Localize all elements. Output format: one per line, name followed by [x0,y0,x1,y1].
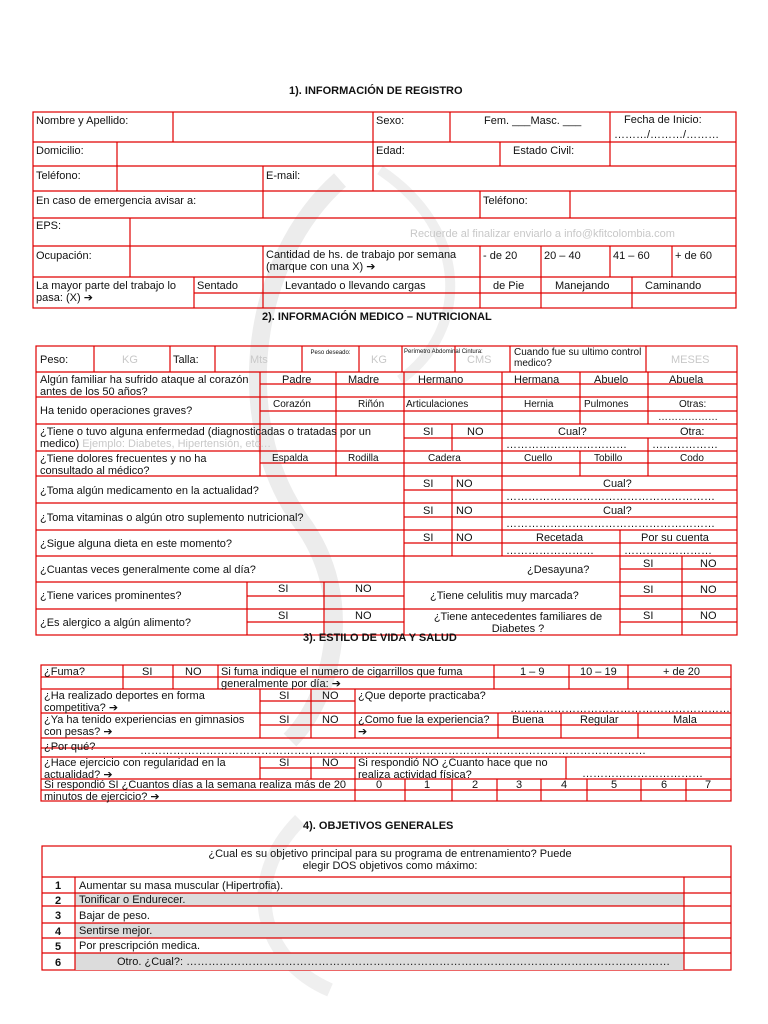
dias-0[interactable]: 0 [376,779,383,791]
option-padre[interactable]: Padre [282,374,312,386]
deportes-si[interactable]: SI [279,690,290,702]
q-dolores: ¿Tiene dolores frecuentes y no ha consultado al médico? [40,453,207,477]
option-hernia[interactable]: Hernia [524,399,554,410]
objetivo-num: 1 [55,880,62,892]
label-peso-deseado: Peso deseado: [310,350,351,356]
q-como-fue: ¿Como fue la experiencia? ➔ [358,714,490,738]
ejemplo-text: Ejemplo: Diabetes, Hipertensión, etc… [82,438,272,450]
label-cuando-medico: Cuando fue su ultimo control medico? [514,347,642,369]
dieta-por-su-cuenta[interactable]: Por su cuenta [641,532,709,544]
ejercicio-no[interactable]: NO [322,757,339,769]
option-1-9[interactable]: 1 – 9 [520,666,545,678]
q-que-deporte: ¿Que deporte practicaba? [358,690,486,702]
otras-blank[interactable]: ……………… [658,412,718,423]
q-veces-come: ¿Cuantas veces generalmente come al día? [40,564,256,576]
q-respondio-si: Si respondió SI ¿Cuantos días a la semana realiza más de 20 minutos de ejercicio? ➔ [44,779,347,803]
option-corazon[interactable]: Corazón [273,399,311,410]
q-alergico: ¿Es alergico a algún alimento? [40,617,192,629]
arrow-icon: ➔ [150,791,160,803]
enfermedad-otra: Otra: [680,426,705,438]
dieta-si[interactable]: SI [423,532,434,544]
label-talla: Talla: [173,354,199,366]
varices-no[interactable]: NO [355,583,372,595]
option-abuelo[interactable]: Abuelo [594,374,629,386]
objetivo-num: 3 [55,910,62,922]
enfermedad-otra-blank[interactable]: ……………… [652,439,718,451]
respondio-no-blank[interactable]: …………………………… [582,768,703,780]
enfermedad-cual: Cual? [558,426,587,438]
option-rodilla[interactable]: Rodilla [348,453,379,464]
q-familiar-ataque: Algún familiar ha sufrido ataque al corazón antes de los 50 años? [40,374,249,398]
diabetes-si[interactable]: SI [643,610,654,622]
label-mayor-parte: La mayor parte del trabajo lo pasa: (X) ➔ [36,280,177,304]
option-10-19[interactable]: 10 – 19 [580,666,617,678]
q-deportes: ¿Ha realizado deportes en forma competitiva? ➔ [44,690,205,714]
option-mala[interactable]: Mala [673,714,697,726]
por-que-blank[interactable]: ………………………………………………………………………………………………………………………… [140,745,646,757]
dias-3[interactable]: 3 [516,779,523,791]
q-gimnasios: ¿Ya ha tenido experiencias en gimnasios con pesas? ➔ [44,714,245,738]
label-emergencia: En caso de emergencia avisar a: [36,195,197,207]
alergico-no[interactable]: NO [355,610,372,622]
ejercicio-si[interactable]: SI [279,757,290,769]
option-codo[interactable]: Codo [680,453,704,464]
arrow-icon: ➔ [103,769,113,781]
medicamento-cual: Cual? [603,478,632,490]
enfermedad-cual-blank[interactable]: …………………………… [506,439,627,451]
dias-5[interactable]: 5 [611,779,618,791]
option-caminando[interactable]: Caminando [645,280,702,292]
option-regular[interactable]: Regular [580,714,619,726]
option-cadera[interactable]: Cadera [428,453,461,464]
option-rinon[interactable]: Riñón [358,399,385,410]
vitaminas-si[interactable]: SI [423,505,434,517]
dieta-recetada[interactable]: Recetada [536,532,584,544]
label-domicilio: Domicilio: [36,145,84,157]
dias-1[interactable]: 1 [424,779,431,791]
option-hermano[interactable]: Hermano [418,374,464,386]
q-si-fuma: Si fuma indique el numero de cigarrillos que fuma generalmente por día: ➔ [221,666,463,690]
desayuna-si[interactable]: SI [643,558,654,570]
unit-mts: Mts [250,354,268,366]
objetivo-label[interactable]: Aumentar su masa muscular (Hipertrofia). [79,880,284,892]
medicamento-si[interactable]: SI [423,478,434,490]
option-madre[interactable]: Madre [348,374,380,386]
option-menos-20[interactable]: - de 20 [483,250,518,262]
label-telefono-emergencia: Teléfono: [483,195,528,207]
option-cuello[interactable]: Cuello [524,453,553,464]
objetivo-label[interactable]: Otro. ¿Cual?: …………………………………………………………………………………………………………………… [117,956,671,968]
arrow-icon: ➔ [366,261,376,273]
q-diabetes: ¿Tiene antecedentes familiares de Diabetes ? [433,611,603,635]
arrow-icon: ➔ [103,726,113,738]
section-title-medico: 2). INFORMACIÓN MEDICO – NUTRICIONAL [262,311,492,323]
q-respondio-no: Si respondió NO ¿Cuanto hace que no realiza actividad física? [358,757,548,781]
option-manejando[interactable]: Manejando [555,280,610,292]
option-articulaciones[interactable]: Articulaciones [406,399,469,410]
dieta-cuenta-blank[interactable]: …………………… [624,545,712,557]
label-cantidad-hs: Cantidad de hs. de trabajo por semana (marque con una X) ➔ [266,249,457,273]
option-otras[interactable]: Otras: [679,399,707,410]
arrow-icon: ➔ [331,678,341,690]
dieta-no[interactable]: NO [456,532,473,544]
vitaminas-no[interactable]: NO [456,505,473,517]
objetivo-num: 4 [55,926,62,938]
vitaminas-cual: Cual? [603,505,632,517]
objetivos-pregunta: ¿Cual es su objetivo principal para su programa de entrenamiento? Puede elegir DOS objetivos como máximo: [208,848,572,872]
option-20-40[interactable]: 20 – 40 [544,250,581,262]
option-levantado[interactable]: Levantado o llevando cargas [285,280,426,292]
q-desayuna: ¿Desayuna? [527,564,590,576]
deportes-no[interactable]: NO [322,690,339,702]
arrow-icon: ➔ [83,292,93,304]
label-perimetro: Perímetro Abdominal Cintura: [404,349,483,355]
enfermedad-si[interactable]: SI [423,426,434,438]
alergico-si[interactable]: SI [278,610,289,622]
objetivo-label[interactable]: Bajar de peso. [79,910,150,922]
objetivo-label[interactable]: Por prescripción medica. [79,940,201,952]
fecha-inicio-blank[interactable]: ………/………/……… [614,129,720,141]
q-vitaminas: ¿Toma vitaminas o algún otro suplemento nutricional? [40,512,304,524]
option-tobillo[interactable]: Tobillo [594,453,623,464]
unit-kg: KG [122,354,138,366]
option-espalda[interactable]: Espalda [272,453,309,464]
recuerde-note: Recuerde al finalizar enviarlo a info@kfitcolombia.com [410,228,675,240]
q-por-que: ¿Por qué? [44,741,96,753]
arrow-icon: ➔ [358,726,368,738]
label-edad: Edad: [376,145,405,157]
vitaminas-cual-blank[interactable]: ………………………………………………… [506,518,715,530]
q-medicamento: ¿Toma algún medicamento en la actualidad? [40,485,259,497]
fuma-si[interactable]: SI [142,666,153,678]
section-title-registro: 1). INFORMACIÓN DE REGISTRO [289,85,463,97]
enfermedad-no[interactable]: NO [467,426,484,438]
celulitis-no[interactable]: NO [700,584,717,596]
q-enfermedad: ¿Tiene o tuvo alguna enfermedad (diagnosticadas o tratadas por un medico) Ejemplo: Diabetes, Hipertensión, etc… [40,426,372,450]
label-email: E-mail: [266,170,301,182]
option-hermana[interactable]: Hermana [514,374,560,386]
option-mas-20[interactable]: + de 20 [663,666,701,678]
objetivo-label[interactable]: Sentirse mejor. [79,925,153,937]
label-peso: Peso: [40,354,69,366]
celulitis-si[interactable]: SI [643,584,654,596]
arrow-icon: ➔ [108,702,119,714]
gimnasios-si[interactable]: SI [279,714,290,726]
q-celulitis: ¿Tiene celulitis muy marcada? [430,590,579,602]
q-varices: ¿Tiene varices prominentes? [40,590,182,602]
dias-6[interactable]: 6 [661,779,668,791]
dias-7[interactable]: 7 [705,779,712,791]
section-title-estilo: 3). ESTILO DE VIDA Y SALUD [303,632,457,644]
q-dieta: ¿Sigue alguna dieta en este momento? [40,538,233,550]
label-sexo: Sexo: [376,115,405,127]
label-eps: EPS: [36,220,62,232]
objetivo-num: 6 [55,957,62,969]
dias-2[interactable]: 2 [472,779,479,791]
option-pulmones[interactable]: Pulmones [584,399,629,410]
q-fuma: ¿Fuma? [44,666,85,678]
label-telefono: Teléfono: [36,170,81,182]
unit-cms: CMS [467,354,492,366]
diabetes-no[interactable]: NO [700,610,717,622]
unit-meses: MESES [671,354,710,366]
label-nombre: Nombre y Apellido: [36,115,129,127]
option-abuela[interactable]: Abuela [669,374,704,386]
q-operaciones: Ha tenido operaciones graves? [40,405,193,417]
option-sentado[interactable]: Sentado [197,280,238,292]
section-title-objetivos: 4). OBJETIVOS GENERALES [303,820,454,832]
gimnasios-no[interactable]: NO [322,714,339,726]
option-buena[interactable]: Buena [512,714,544,726]
medicamento-cual-blank[interactable]: ………………………………………………… [506,491,715,503]
dias-4[interactable]: 4 [561,779,568,791]
option-mas-60[interactable]: + de 60 [675,250,713,262]
label-fecha-inicio: Fecha de Inicio: [624,114,702,126]
label-ocupacion: Ocupación: [36,250,92,262]
dieta-recetada-blank[interactable]: …………………… [506,545,594,557]
deporte-blank[interactable]: …………………………………………………… [510,703,730,715]
fuma-no[interactable]: NO [185,666,202,678]
unit-kg-deseado: KG [371,354,387,366]
desayuna-no[interactable]: NO [700,558,717,570]
option-41-60[interactable]: 41 – 60 [613,250,650,262]
option-de-pie[interactable]: de Pie [493,280,525,292]
q-ejercicio: ¿Hace ejercicio con regularidad en la actualidad? ➔ [44,757,226,781]
varices-si[interactable]: SI [278,583,289,595]
label-fem-masc[interactable]: Fem. ___Masc. ___ [484,115,582,127]
objetivo-label[interactable]: Tonificar o Endurecer. [79,894,186,906]
label-estado-civil: Estado Civil: [513,145,575,157]
objetivo-num: 2 [55,895,62,907]
medicamento-no[interactable]: NO [456,478,473,490]
objetivo-num: 5 [55,941,62,953]
